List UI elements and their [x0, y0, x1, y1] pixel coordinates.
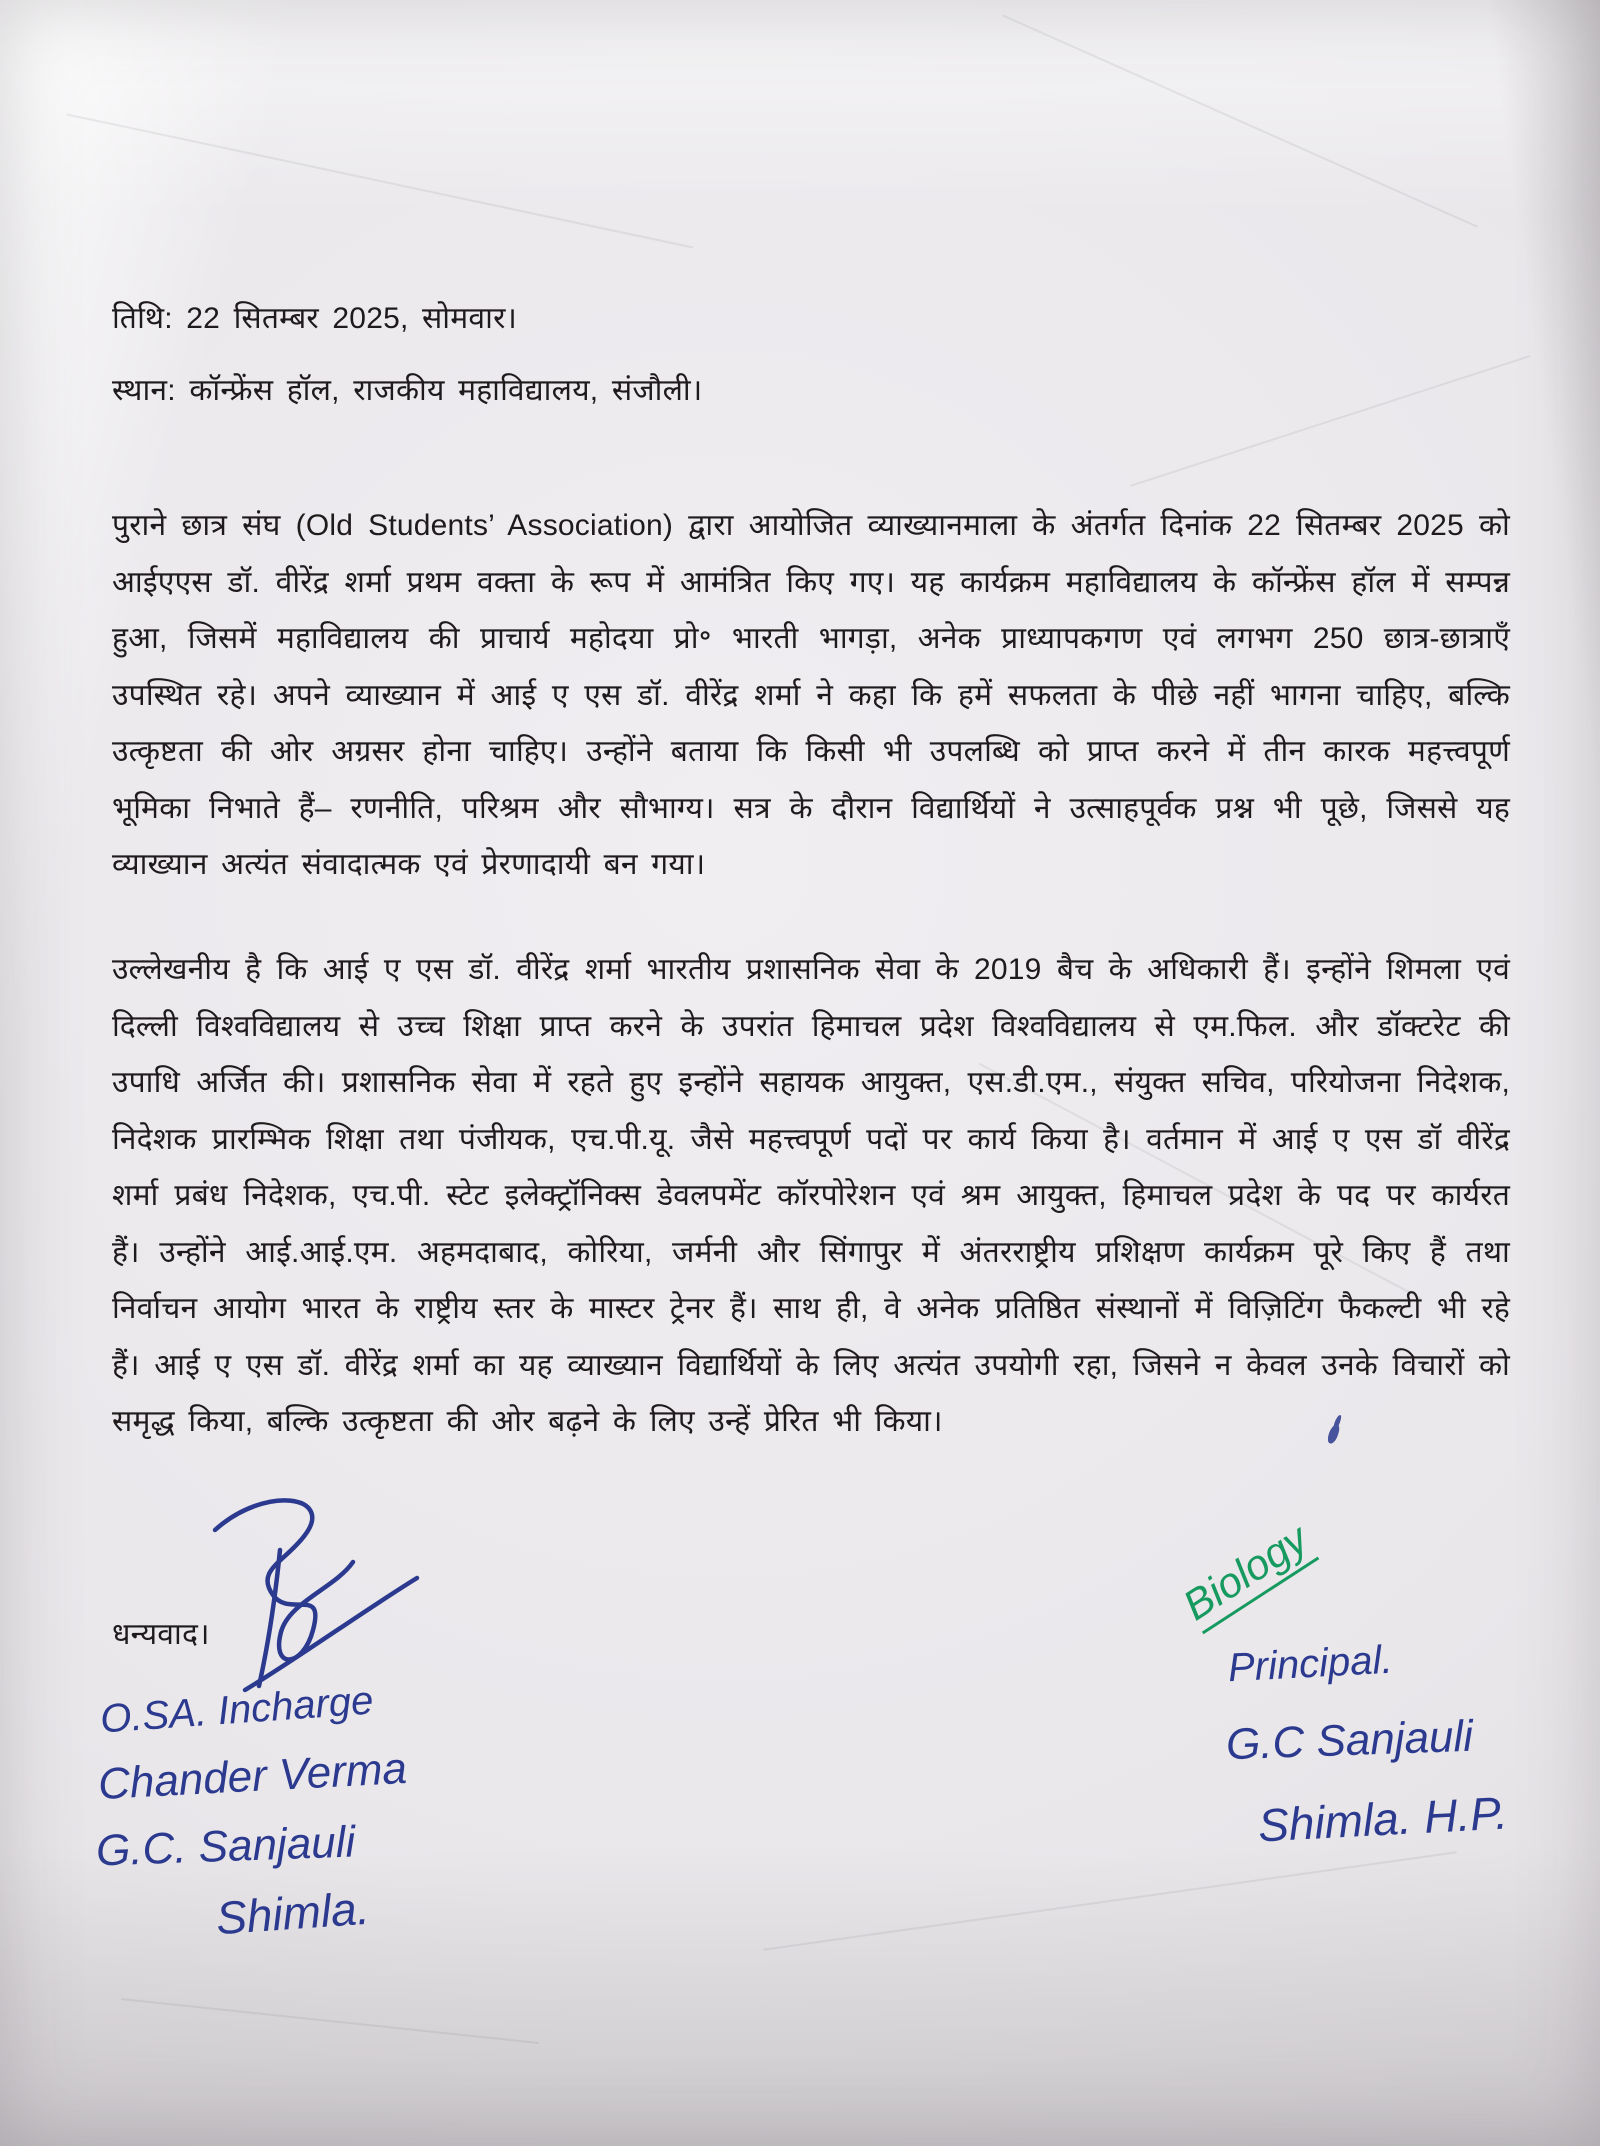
signature-right-place: Shimla. H.P. [1256, 1786, 1509, 1852]
signature-left-college: G.C. Sanjauli [95, 1817, 356, 1876]
paragraph-event-report: पुराने छात्र संघ (Old Students’ Association) द्वारा आयोजित व्याख्यानमाला के अंतर्गत दिनांक 22 सितम्बर 2025 को आईएएस डॉ. वीरेंद्र शर्मा प्रथम वक्ता के रूप में आमंत्रित किए गए। यह कार्यक्रम महाविद्यालय के कॉन्फ्रेंस हॉल में सम्पन्न हुआ, जिसमें महाविद्यालय की प्राचार्य महोदया प्रो॰ भारती भागड़ा, अनेक प्राध्यापकगण एवं लगभग 250 छात्र-छात्राएँ उपस्थित रहे। अपने व्याख्यान में आई ए एस डॉ. वीरेंद्र शर्मा ने कहा कि हमें सफलता के पीछे नहीं भागना चाहिए, बल्कि उत्कृष्टता की ओर अग्रसर होना चाहिए। उन्होंने बताया कि किसी भी उपलब्धि को प्राप्त करने में तीन कारक महत्त्वपूर्ण भूमिका निभाते हैं– रणनीति, परिश्रम और सौभाग्य। सत्र के दौरान विद्यार्थियों ने उत्साहपूर्वक प्रश्न भी पूछे, जिससे यह व्याख्यान अत्यंत संवादात्मक एवं प्रेरणादायी बन गया। [112, 509, 1510, 881]
closing-thanks: धन्यवाद। [112, 1618, 210, 1651]
scan-crease [1130, 355, 1530, 486]
signature-right-designation: Principal. [1226, 1637, 1394, 1691]
signature-left-place: Shimla. [214, 1881, 372, 1945]
venue-line: स्थान: कॉन्फ्रेंस हॉल, राजकीय महाविद्यालय, संजौली। [112, 374, 703, 407]
green-underline-swoosh: Biology [1175, 1515, 1319, 1634]
scan-crease [67, 113, 693, 248]
signature-left-name: Chander Verma [96, 1743, 409, 1810]
scan-crease [763, 1851, 1456, 1950]
scan-crease [1002, 14, 1478, 227]
paragraph-speaker-bio: उल्लेखनीय है कि आई ए एस डॉ. वीरेंद्र शर्मा भारतीय प्रशासनिक सेवा के 2019 बैच के अधिकारी हैं। इन्होंने शिमला एवं दिल्ली विश्वविद्यालय से उच्च शिक्षा प्राप्त करने के उपरांत हिमाचल प्रदेश विश्वविद्यालय से एम.फिल. और डॉक्टरेट की उपाधि अर्जित की। प्रशासनिक सेवा में रहते हुए इन्होंने सहायक आयुक्त, एस.डी.एम., संयुक्त सचिव, परियोजना निदेशक, निदेशक प्रारम्भिक शिक्षा तथा पंजीयक, एच.पी.यू. जैसे महत्त्वपूर्ण पदों पर कार्य किया है। वर्तमान में आई ए एस डॉ वीरेंद्र शर्मा प्रबंध निदेशक, एच.पी. स्टेट इलेक्ट्रॉनिक्स डेवलपमेंट कॉरपोरेशन एवं श्रम आयुक्त, हिमाचल प्रदेश के पद पर कार्यरत हैं। उन्होंने आई.आई.एम. अहमदाबाद, कोरिया, जर्मनी और सिंगापुर में अंतरराष्ट्रीय प्रशिक्षण कार्यक्रम पूरे किए हैं तथा निर्वाचन आयोग भारत के राष्ट्रीय स्तर के मास्टर ट्रेनर हैं। साथ ही, वे अनेक प्रतिष्ठित संस्थानों में विज़िटिंग फैकल्टी भी रहे हैं। आई ए एस डॉ. वीरेंद्र शर्मा का यह व्याख्यान विद्यार्थियों के लिए अत्यंत उपयोगी रहा, जिसने न केवल उनके विचारों को समृद्ध किया, बल्कि उत्कृष्टता की ओर बढ़ने के लिए उन्हें प्रेरित भी किया। [112, 953, 1510, 1438]
date-line: तिथि: 22 सितम्बर 2025, सोमवार। [112, 302, 518, 335]
signature-left-designation: O.SA. Incharge [98, 1678, 375, 1742]
signature-right-subject-note [1175, 1515, 1319, 1634]
signature-right-college: G.C Sanjauli [1225, 1711, 1474, 1770]
scan-crease [121, 1998, 539, 2043]
